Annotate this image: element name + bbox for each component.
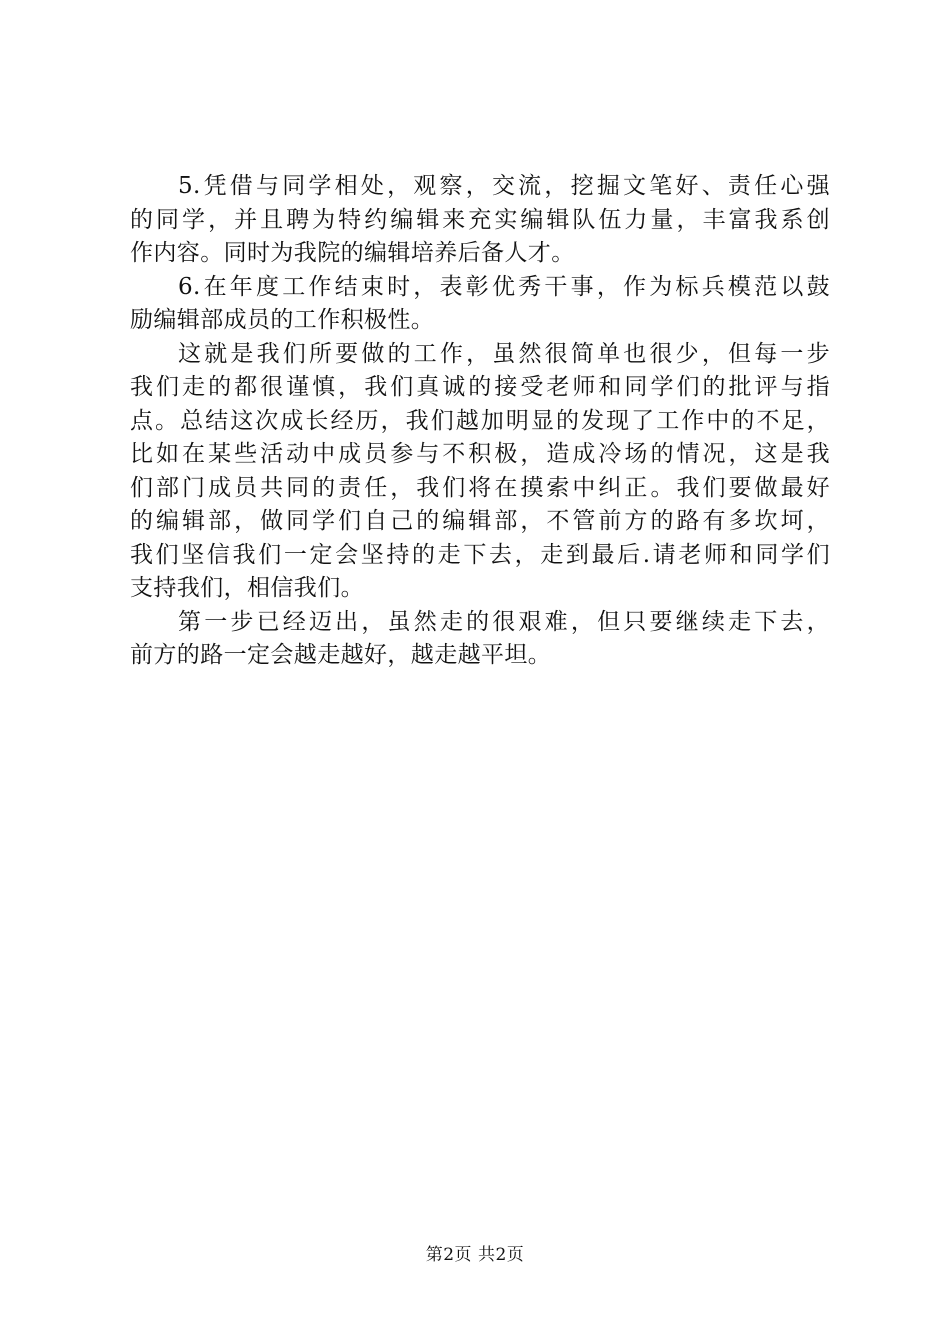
paragraph-1-line-3: 作内容。同时为我院的编辑培养后备人才。 xyxy=(130,240,575,266)
paragraph-3-line-8: 支持我们，相信我们。 xyxy=(130,575,364,601)
paragraph-3-line-4: 比如在某些活动中成员参与不积极，造成冷场的情况，这是我 xyxy=(130,441,830,467)
paragraph-3-line-2: 我们走的都很谨慎，我们真诚的接受老师和同学们的批评与指 xyxy=(130,374,830,400)
paragraph-3-line-6: 的编辑部，做同学们自己的编辑部，不管前方的路有多坎坷， xyxy=(130,508,830,534)
paragraph-3-line-1: 这就是我们所要做的工作，虽然很简单也很少，但每一步 xyxy=(178,340,830,367)
paragraph-3-line-7: 我们坚信我们一定会坚持的走下去，走到最后.请老师和同学们 xyxy=(130,541,830,568)
document-body xyxy=(130,170,830,673)
paragraph-1-line-2: 的同学，并且聘为特约编辑来充实编辑队伍力量，丰富我系创 xyxy=(130,206,830,233)
paragraph-2-line-2: 励编辑部成员的工作积极性。 xyxy=(130,307,435,333)
paragraph-3-line-3: 点。总结这次成长经历，我们越加明显的发现了工作中的不足， xyxy=(130,407,830,434)
page-number-footer: 第2页 共2页 xyxy=(425,1245,525,1265)
paragraph-4-line-2: 前方的路一定会越走越好，越走越平坦。 xyxy=(130,642,552,668)
paragraph-1-line-1: 5.凭借与同学相处，观察，交流，挖掘文笔好、责任心强 xyxy=(178,173,830,199)
paragraph-3-line-5: 们部门成员共同的责任，我们将在摸索中纠正。我们要做最好 xyxy=(130,474,830,501)
paragraph-2-line-1: 6.在年度工作结束时，表彰优秀干事，作为标兵模范以鼓 xyxy=(178,273,830,300)
paragraph-4-line-1: 第一步已经迈出，虽然走的很艰难，但只要继续走下去， xyxy=(178,608,830,635)
